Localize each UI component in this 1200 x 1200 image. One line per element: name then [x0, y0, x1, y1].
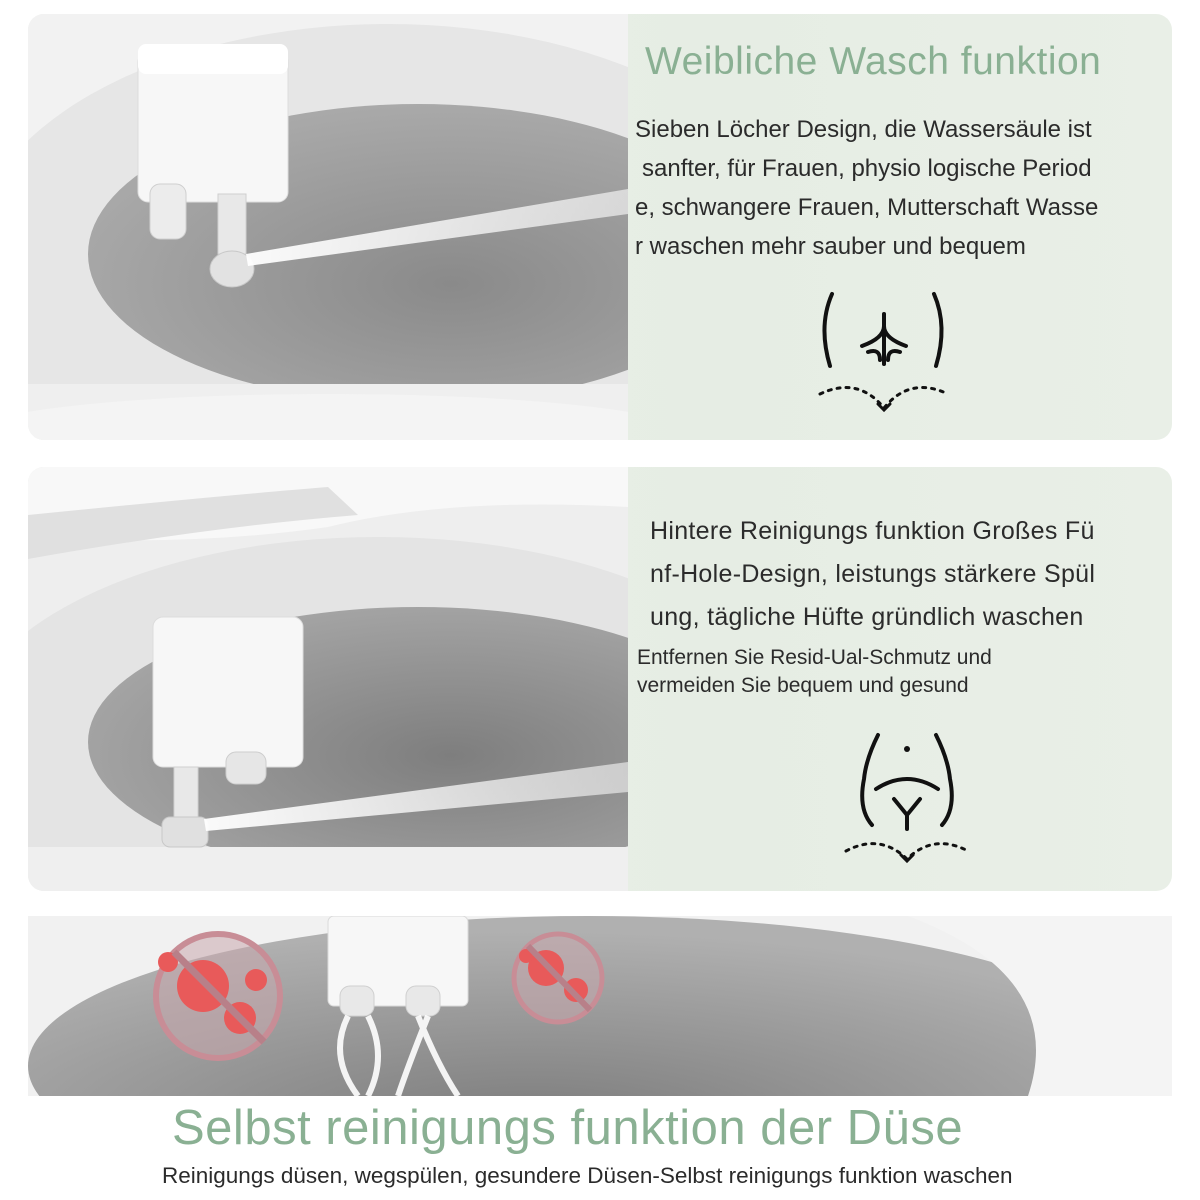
female-body-outline-icon	[818, 286, 958, 426]
toilet-bidet-image	[28, 14, 628, 440]
hips-outline-icon	[836, 729, 976, 874]
self-cleaning-description: Reinigungs düsen, wegspülen, gesundere Düsen-Selbst reinigungs funktion waschen	[162, 1163, 1013, 1188]
rear-wash-panel	[28, 467, 1172, 891]
description-line: Hintere Reinigungs funktion Großes Fü	[650, 517, 1095, 545]
self-cleaning-photo	[28, 916, 1172, 1096]
toilet-bidet-image	[28, 467, 628, 891]
rear-wash-photo	[28, 467, 628, 891]
rear-wash-note	[637, 644, 1117, 700]
description-line: e, schwangere Frauen, Mutterschaft Wasse	[635, 194, 1099, 221]
rear-wash-description	[650, 510, 1160, 639]
no-germs-icon	[156, 934, 280, 1058]
description-line: nf-Hole-Design, leistungs stärkere Spül	[650, 560, 1096, 588]
female-wash-title: Weibliche Wasch funktion	[645, 40, 1102, 83]
note-line: Entfernen Sie Resid-Ual-Schmutz und	[637, 646, 992, 669]
self-cleaning-title: Selbst reinigungs funktion der Düse	[172, 1101, 964, 1155]
nozzle-cleaning-image	[28, 916, 1172, 1096]
female-wash-photo	[28, 14, 628, 440]
female-wash-description	[635, 110, 1165, 266]
no-germs-icon	[514, 934, 602, 1022]
female-wash-panel	[28, 14, 1172, 440]
description-line: Sieben Löcher Design, die Wassersäule ist	[635, 116, 1092, 143]
note-line: vermeiden Sie bequem und gesund	[637, 674, 969, 697]
description-line: sanfter, für Frauen, physio logische Period	[642, 155, 1092, 182]
description-line: r waschen mehr sauber und bequem	[635, 233, 1026, 260]
description-line: ung, tägliche Hüfte gründlich waschen	[650, 603, 1084, 631]
